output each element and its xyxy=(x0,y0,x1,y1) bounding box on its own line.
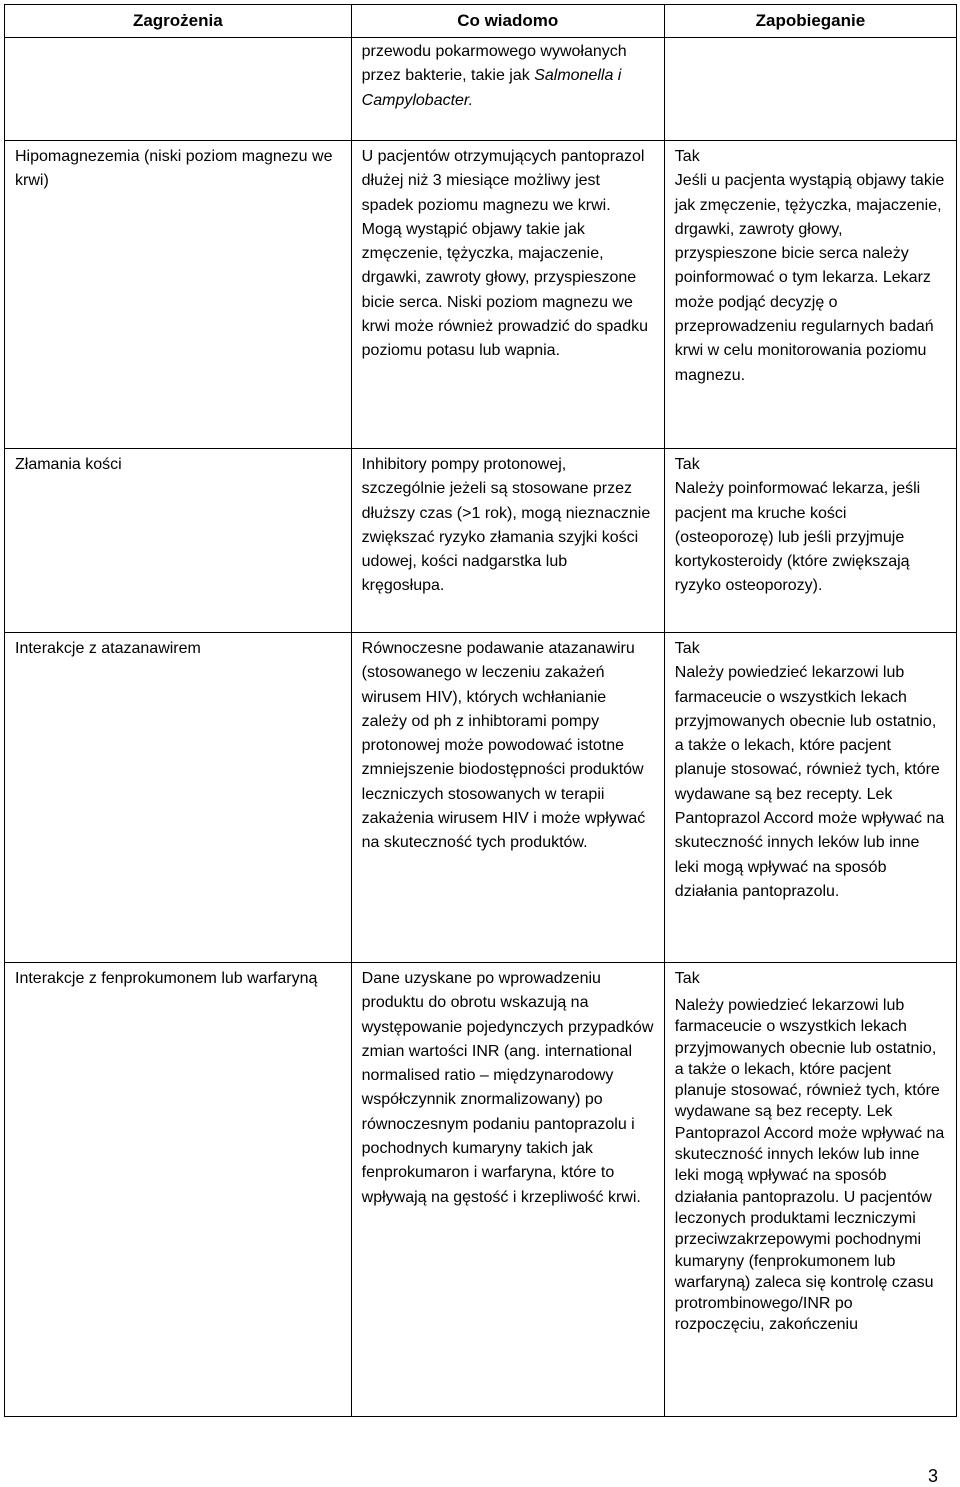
answer-text: Tak xyxy=(674,456,700,473)
risk-table xyxy=(4,4,957,1417)
prevention-cell xyxy=(664,963,956,1417)
known-text: Dane uzyskane po wprowadzeniu produktu do obrotu wskazują na występowanie pojedynczych przypadków zmian wartości INR (ang. international normalised ratio – międzynarodowy współczynnik znormalizowany) po równoczesnym podaniu pantoprazolu i pochodnych kumaryny takich jak fenprokumaron i warfaryna, które to wpływają na gęstość i krzepliwość krwi. xyxy=(361,970,654,1206)
prevention-text: Jeśli u pacjenta wystąpią objawy takie jak zmęczenie, tężyczka, majaczenie, drgawki, zawroty głowy, przyspieszone bicie serca należy poinformować o tym lekarza. Lekarz może podjąć decyzję o przeprowadzeniu regularnych badań krwi w celu monitorowania poziomu magnezu. xyxy=(674,172,945,384)
known-cell xyxy=(351,38,664,141)
known-text: przewodu pokarmowego wywołanych przez bakterie, takie jak xyxy=(361,43,627,85)
prevention-text: Należy poinformować lekarza, jeśli pacjent ma kruche kości (osteoporozę) lub jeśli przyjmuje kortykosteroidy (które zwiększają ryzyko osteoporozy). xyxy=(674,480,921,595)
table-row xyxy=(5,449,957,633)
known-italic-text: Salmonella i Campylobacter. xyxy=(361,67,622,109)
prevention-text: Należy powiedzieć lekarzowi lub farmaceucie o wszystkich lekach przyjmowanych obecnie lub ostatnio, a także o lekach, które pacjent planuje stosować, również tych, które wydawane są bez recepty. Lek Pantoprazol Accord może wpływać na skuteczność innych leków lub inne leki mogą wpływać na sposób działania pantoprazolu. U pacjentów leczonych produktami leczniczymi przeciwzakrzepowymi pochodnymi kumaryny (fenprokumonem lub warfaryną) zaleca się kontrolę czasu protrombinowego/INR po rozpoczęciu, zakończeniu xyxy=(674,997,945,1334)
page-number: 3 xyxy=(928,1466,939,1486)
known-cell xyxy=(351,963,664,1417)
table-row xyxy=(5,38,957,141)
header-risks: Zagrożenia xyxy=(5,5,352,38)
answer-text: Tak xyxy=(674,640,700,657)
prevention-cell xyxy=(664,633,956,963)
header-prevention: Zapobieganie xyxy=(664,5,956,38)
header-row xyxy=(5,5,957,38)
table-row xyxy=(5,963,957,1417)
prevention-cell xyxy=(664,141,956,449)
answer-text: Tak xyxy=(674,148,700,165)
table-row xyxy=(5,141,957,449)
known-text: Inhibitory pompy protonowej, szczególnie jeżeli są stosowane przez dłuższy czas (>1 rok), mogą nieznacznie zwiększać ryzyko złamania szyjki kości udowej, kości nadgarstka lub kręgosłupa. xyxy=(361,456,651,595)
risk-cell xyxy=(5,38,352,141)
table-row xyxy=(5,633,957,963)
prevention-cell xyxy=(664,449,956,633)
risk-cell: Interakcje z atazanawirem xyxy=(5,633,352,963)
known-cell xyxy=(351,633,664,963)
known-cell xyxy=(351,141,664,449)
known-cell xyxy=(351,449,664,633)
risk-cell: Złamania kości xyxy=(5,449,352,633)
prevention-text: Należy powiedzieć lekarzowi lub farmaceucie o wszystkich lekach przyjmowanych obecnie lub ostatnio, a także o lekach, które pacjent planuje stosować, również tych, które wydawane są bez recepty. Lek Pantoprazol Accord może wpływać na skuteczność innych leków lub inne leki mogą wpływać na sposób działania pantoprazolu. xyxy=(674,664,945,900)
known-text: Równoczesne podawanie atazanawiru (stosowanego w leczeniu zakażeń wirusem HIV), których wchłanianie zależy od ph z inhibtorami pompy protonowej może powodować istotne zmniejszenie biodostępności produktów leczniczych stosowanych w terapii zakażenia wirusem HIV i może wpływać na skuteczność tych produktów. xyxy=(361,640,646,852)
known-text: U pacjentów otrzymujących pantoprazol dłużej niż 3 miesiące możliwy jest spadek poziomu magnezu we krwi. Mogą wystąpić objawy takie jak zmęczenie, tężyczka, majaczenie, drgawki, zawroty głowy, przyspieszone bicie serca. Niski poziom magnezu we krwi może również prowadzić do spadku poziomu potasu lub wapnia. xyxy=(361,148,648,360)
risk-cell: Hipomagnezemia (niski poziom magnezu we krwi) xyxy=(5,141,352,449)
answer-text: Tak xyxy=(674,970,700,987)
header-known: Co wiadomo xyxy=(351,5,664,38)
risk-cell: Interakcje z fenprokumonem lub warfaryną xyxy=(5,963,352,1417)
prevention-cell xyxy=(664,38,956,141)
